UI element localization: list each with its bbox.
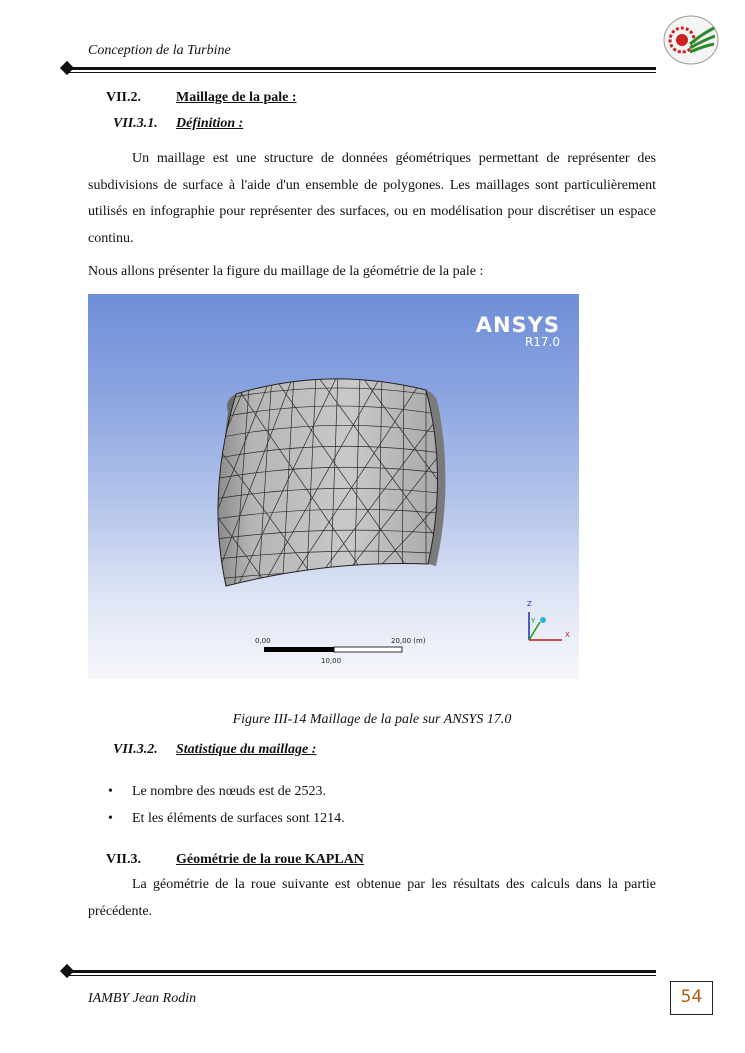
list-item: • Le nombre des nœuds est de 2523. bbox=[108, 782, 345, 809]
section-number: VII.3.1. bbox=[113, 116, 158, 131]
paragraph-definition: Un maillage est une structure de données géométriques permettant de représenter des subdivisions de surface à l'aide d'un ensemble de polygones. Les maillages sont particulièrement utilisés en infographie pour représenter des surfaces, ou en modélisation pour discrétiser un espace continu. bbox=[88, 151, 656, 246]
ansys-version: R17.0 bbox=[524, 335, 560, 349]
section-title: Géométrie de la roue KAPLAN bbox=[176, 852, 364, 867]
section-heading-vii32 bbox=[113, 742, 316, 758]
ansys-brand: ANSYS bbox=[475, 313, 560, 337]
section-title: Maillage de la pale : bbox=[176, 90, 297, 105]
header-title: Conception de la Turbine bbox=[88, 43, 231, 58]
scale-start-label: 0,00 bbox=[255, 637, 271, 645]
section-title: Statistique du maillage : bbox=[176, 742, 317, 757]
page-number: 54 bbox=[670, 981, 713, 1015]
paragraph-geometry: La géométrie de la roue suivante est obtenue par les résultats des calculs dans la partie précédente. bbox=[88, 877, 656, 919]
section-title: Définition : bbox=[176, 116, 244, 131]
section-heading-vii31 bbox=[113, 116, 243, 132]
section-number: VII.2. bbox=[106, 90, 142, 105]
figure-caption: Figure III-14 Maillage de la pale sur ANSYS 17.0 bbox=[232, 712, 512, 727]
scale-mid-label: 10,00 bbox=[321, 657, 342, 665]
axis-z-label: Z bbox=[527, 600, 532, 608]
axis-y-label: Y bbox=[531, 617, 536, 625]
blade-mesh bbox=[88, 294, 579, 679]
section-number: VII.3.2. bbox=[113, 742, 158, 757]
section-heading-vii2 bbox=[106, 90, 297, 106]
mesh-statistics-list bbox=[108, 782, 345, 836]
university-logo bbox=[662, 14, 720, 66]
axis-x-label: X bbox=[565, 631, 570, 639]
list-item: • Et les éléments de surfaces sont 1214. bbox=[108, 809, 345, 836]
section-heading-vii3 bbox=[106, 852, 364, 868]
footer-author: IAMBY Jean Rodin bbox=[88, 991, 197, 1006]
mesh-figure bbox=[88, 294, 579, 679]
scale-end-label: 20,00 (m) bbox=[391, 637, 426, 645]
section-number: VII.3. bbox=[106, 852, 142, 867]
paragraph-intro-figure: Nous allons présenter la figure du maillage de la géométrie de la pale : bbox=[88, 264, 484, 279]
